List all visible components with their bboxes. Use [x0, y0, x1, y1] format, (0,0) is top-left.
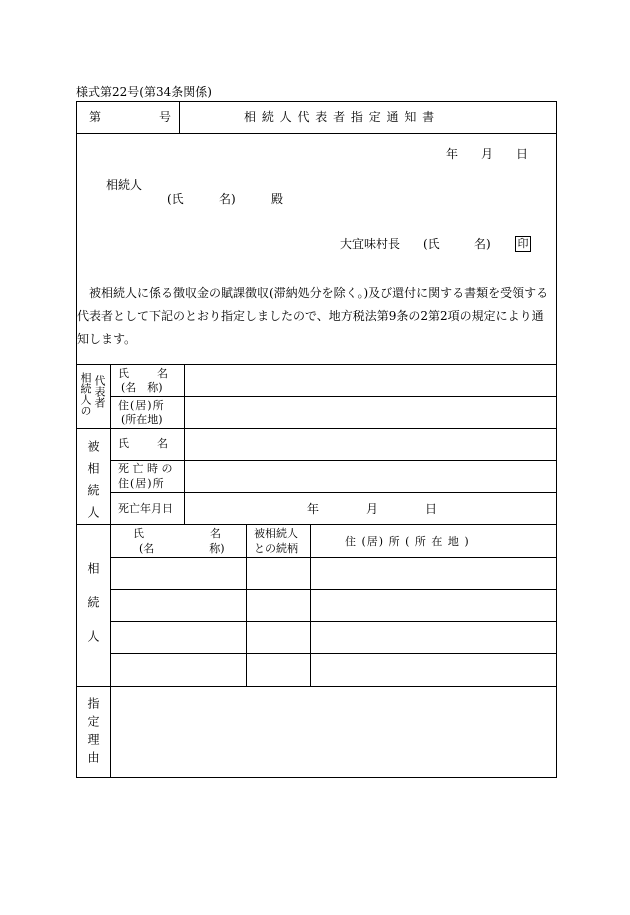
header-col-divider — [179, 101, 180, 133]
document-title: 相 続 人 代 表 者 指 定 通 知 書 — [244, 110, 436, 124]
heirs-row-line-2 — [110, 621, 556, 622]
table-border-right — [556, 101, 557, 778]
death-date-month: 月 — [366, 502, 379, 516]
issuer-name-close: 名) — [474, 237, 491, 251]
table-border-top — [76, 101, 557, 102]
date-month: 月 — [481, 147, 494, 161]
heirs-col-relation-1: 被相続人 — [254, 527, 298, 540]
rep-name-field[interactable] — [185, 365, 556, 396]
rep-address-label-1: 住(居)所 — [118, 399, 165, 412]
rep-section-label-1: 相続人の — [79, 372, 92, 416]
heirs-col-name-1: 氏 名 — [133, 527, 221, 540]
header-row-divider — [76, 133, 557, 134]
table-border-bottom — [76, 777, 557, 778]
death-date-day: 日 — [425, 502, 438, 516]
decedent-section-label: 被相続人 — [86, 440, 100, 528]
recipient-name-close: 名) — [219, 192, 236, 206]
table-border-left — [76, 101, 77, 778]
number-prefix: 第 — [89, 110, 102, 124]
decedent-name-field[interactable] — [185, 429, 556, 460]
death-date-year: 年 — [307, 502, 320, 516]
recipient-name-open: (氏 — [167, 192, 184, 206]
heirs-header-line — [110, 557, 556, 558]
heirs-section-label: 相続人 — [86, 562, 100, 664]
heirs-col-2 — [310, 524, 311, 686]
heirs-col-address: 住 (居) 所 ( 所 在 地 ) — [345, 535, 470, 548]
issuer-title: 大宜味村長 — [340, 237, 401, 251]
date-year: 年 — [446, 147, 459, 161]
death-date-label: 死亡年月日 — [118, 502, 173, 515]
decedent-address-label-1: 死 亡 時 の — [118, 462, 173, 475]
decedent-name-label: 氏 名 — [118, 437, 170, 450]
rep-name-label-2: (名 称) — [121, 381, 163, 394]
number-suffix: 号 — [159, 110, 172, 124]
form-label: 様式第22号(第34条関係) — [76, 85, 212, 99]
decedent-bottom-line — [76, 524, 557, 525]
heirs-col-name-2: (名 称) — [139, 542, 225, 555]
decedent-line-2 — [110, 492, 556, 493]
decedent-address-field[interactable] — [185, 461, 556, 492]
heirs-col-relation-2: との続柄 — [254, 542, 298, 555]
rep-name-label-1: 氏 名 — [118, 367, 170, 380]
rep-section-label-2: 代表者 — [93, 375, 106, 408]
reason-section-label: 指定理由 — [86, 697, 100, 769]
date-day: 日 — [516, 147, 529, 161]
recipient-label: 相続人 — [106, 178, 143, 192]
heirs-row-line-3 — [110, 653, 556, 654]
reason-field[interactable] — [111, 687, 556, 777]
rep-address-field[interactable] — [185, 397, 556, 428]
issuer-name-open: (氏 — [423, 237, 440, 251]
heirs-col-1 — [246, 524, 247, 686]
decedent-address-label-2: 住(居)所 — [118, 477, 165, 490]
rep-address-label-2: (所在地) — [121, 413, 163, 426]
recipient-honorific: 殿 — [271, 192, 284, 206]
seal-mark: 印 — [515, 236, 531, 252]
heirs-row-line-1 — [110, 589, 556, 590]
body-paragraph: 被相続人に係る徴収金の賦課徴収(滞納処分を除く。)及び還付に関する書類を受領する代表者として下記のとおり指定しましたので、地方税法第9条の2第2項の規定により通知します。 — [77, 286, 549, 346]
